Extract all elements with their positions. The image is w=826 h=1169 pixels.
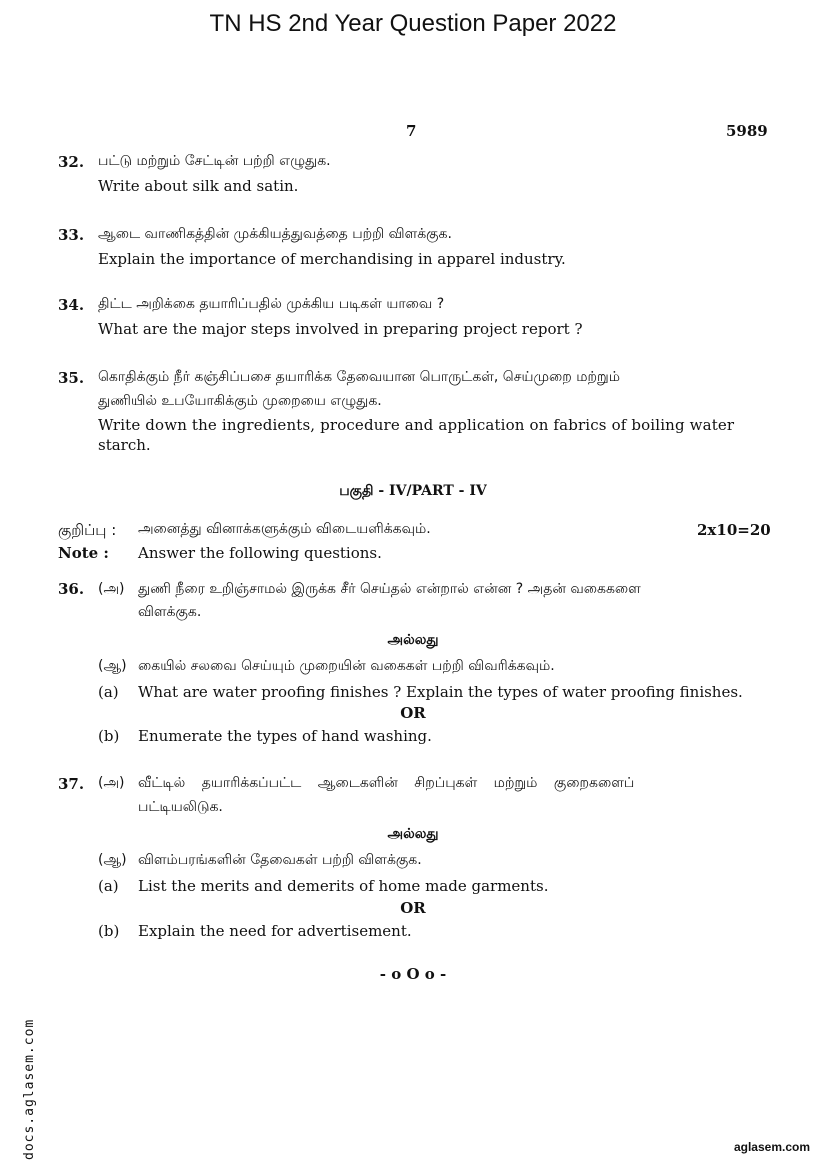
option-label: (a) <box>98 683 119 701</box>
question-text-english: What are the major steps involved in preparing project report ? <box>98 320 583 338</box>
option-text-english: Enumerate the types of hand washing. <box>138 727 432 745</box>
option-text-english: Explain the need for advertisement. <box>138 922 412 940</box>
option-label: (அ) <box>98 775 125 791</box>
option-label: (a) <box>98 877 119 895</box>
side-watermark-url[interactable]: docs.aglasem.com <box>22 1018 37 1160</box>
question-number: 32. <box>58 153 85 171</box>
question-text-english: Write about silk and satin. <box>98 177 299 195</box>
question-text-english: Explain the importance of merchandising in apparel industry. <box>98 250 566 268</box>
question-number: 37. <box>58 775 85 793</box>
question-number: 34. <box>58 296 85 314</box>
page-header-title: TN HS 2nd Year Question Paper 2022 <box>209 10 617 37</box>
option-label: (ஆ) <box>98 852 127 868</box>
option-text-tamil: விளம்பரங்களின் தேவைகள் பற்றி விளக்குக. <box>138 852 422 868</box>
part-heading: பகுதி - IV/PART - IV <box>339 483 487 499</box>
or-separator: OR <box>400 899 426 917</box>
option-text-tamil: விளக்குக. <box>138 604 202 620</box>
option-text-tamil: கையில் சலவை செய்யும் முறையின் வகைகள் பற்றி விவரிக்கவும். <box>138 658 555 674</box>
question-number: 35. <box>58 369 85 387</box>
footer-site-link[interactable]: aglasem.com <box>733 1140 810 1154</box>
note-text-tamil: அனைத்து வினாக்களுக்கும் விடையளிக்கவும். <box>138 521 431 537</box>
or-separator-tamil: அல்லது <box>387 632 439 648</box>
question-text-english: starch. <box>98 436 151 454</box>
or-separator: OR <box>400 704 426 722</box>
option-text-tamil: வீட்டில் தயாரிக்கப்பட்ட ஆடைகளின் சிறப்புகள் மற்றும் குறைகளைப் <box>138 775 635 791</box>
note-label-tamil: குறிப்பு : <box>58 521 117 539</box>
question-number: 36. <box>58 580 85 598</box>
option-text-english: List the merits and demerits of home made garments. <box>138 877 549 895</box>
option-label: (b) <box>98 727 120 745</box>
question-text-tamil: துணியில் உபயோகிக்கும் முறையை எழுதுக. <box>98 393 382 409</box>
option-text-tamil: துணி நீரை உறிஞ்சாமல் இருக்க சீர் செய்தல் என்றால் என்ன ? அதன் வகைகளை <box>138 581 641 597</box>
option-label: (b) <box>98 922 120 940</box>
question-text-english: Write down the ingredients, procedure and application on fabrics of boiling water <box>98 416 735 434</box>
marks-scheme: 2x10=20 <box>697 521 771 539</box>
note-label-english: Note : <box>58 544 109 562</box>
question-text-tamil: ஆடை வாணிகத்தின் முக்கியத்துவத்தை பற்றி விளக்குக. <box>98 226 452 242</box>
end-of-paper-mark: - o O o - <box>379 965 447 983</box>
paper-code: 5989 <box>726 122 768 140</box>
option-text-tamil: பட்டியலிடுக. <box>138 799 223 815</box>
option-label: (ஆ) <box>98 658 127 674</box>
note-text-english: Answer the following questions. <box>138 544 382 562</box>
question-text-tamil: திட்ட அறிக்கை தயாரிப்பதில் முக்கிய படிகள் யாவை ? <box>98 296 445 312</box>
question-text-tamil: கொதிக்கும் நீர் கஞ்சிப்பசை தயாரிக்க தேவையான பொருட்கள், செய்முறை மற்றும் <box>98 369 620 385</box>
option-label: (அ) <box>98 581 125 597</box>
page-number: 7 <box>406 122 417 140</box>
question-text-tamil: பட்டு மற்றும் சேட்டின் பற்றி எழுதுக. <box>98 153 331 169</box>
option-text-english: What are water proofing finishes ? Explain the types of water proofing finishes. <box>138 683 743 701</box>
question-number: 33. <box>58 226 85 244</box>
or-separator-tamil: அல்லது <box>387 826 439 842</box>
